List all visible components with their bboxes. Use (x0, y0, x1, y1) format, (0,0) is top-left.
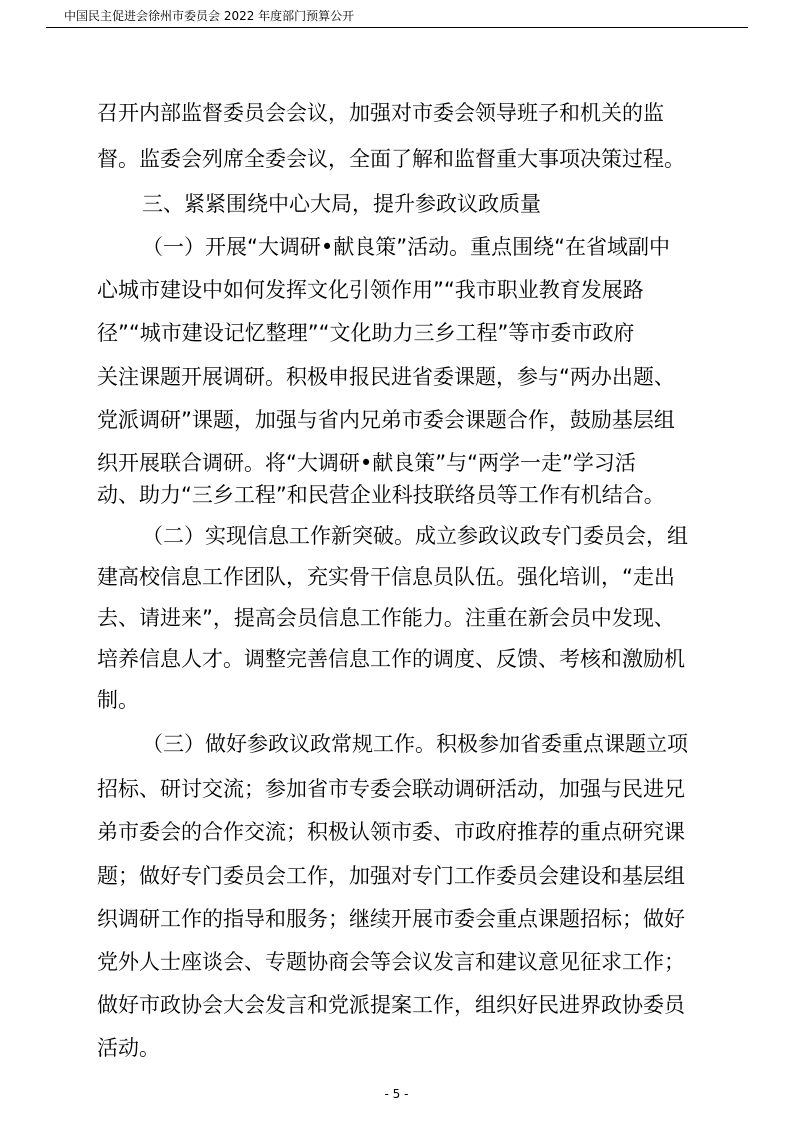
body-line: 去、请进来”，提高会员信息工作能力。注重在新会员中发现、 (97, 606, 675, 630)
body-line: 径”“城市建设记忆整理”“文化助力三乡工程”等市委市政府 (97, 321, 635, 345)
body-line: 督。监委会列席全委会议，全面了解和监督重大事项决策过程。 (97, 147, 685, 171)
body-line: 招标、研讨交流；参加省市专委会联动调研活动，加强与民进兄 (97, 777, 685, 801)
body-line: （一）开展“大调研•献良策”活动。重点围绕“在省域副中 (142, 235, 671, 259)
body-line: 召开内部监督委员会会议，加强对市委会领导班子和机关的监 (97, 101, 664, 125)
page-header: 中国民主促进会徐州市委员会 2022 年度部门预算公开 (64, 9, 355, 23)
body-line: 织调研工作的指导和服务；继续开展市委会重点课题招标；做好 (97, 907, 685, 931)
page-number: - 5 - (384, 1087, 409, 1101)
body-line: （三）做好参政议政常规工作。积极参加省委重点课题立项 (142, 732, 688, 756)
body-line: 织开展联合调研。将“大调研•献良策”与“两学一走”学习活 (97, 451, 636, 475)
body-line: 动、助力“三乡工程”和民营企业科技联络员等工作有机结合。 (97, 483, 665, 507)
body-line: 弟市委会的合作交流；积极认领市委、市政府推荐的重点研究课 (97, 820, 685, 844)
body-line: 培养信息人才。调整完善信息工作的调度、反馈、考核和激励机 (97, 647, 685, 671)
body-line: （二）实现信息工作新突破。成立参政议政专门委员会，组 (142, 524, 688, 548)
body-line: 制。 (97, 688, 139, 712)
section-heading: 三、紧紧围绕中心大局，提升参政议政质量 (142, 192, 541, 216)
body-line: 题；做好专门委员会工作，加强对专门工作委员会建设和基层组 (97, 864, 685, 888)
header-rule (46, 27, 748, 28)
body-line: 建高校信息工作团队，充实骨干信息员队伍。强化培训，“走出 (97, 565, 675, 589)
body-line: 党外人士座谈会、专题协商会等会议发言和建议意见征求工作； (97, 950, 685, 974)
body-line: 心城市建设中如何发挥文化引领作用”“我市职业教育发展路 (97, 278, 644, 302)
body-line: 关注课题开展调研。积极申报民进省委课题，参与“两办出题、 (97, 365, 675, 389)
body-line: 做好市政协会大会发言和党派提案工作，组织好民进界政协委员 (97, 993, 685, 1017)
body-line: 党派调研”课题，加强与省内兄弟市委会课题合作，鼓励基层组 (97, 408, 675, 432)
body-line: 活动。 (97, 1036, 160, 1060)
